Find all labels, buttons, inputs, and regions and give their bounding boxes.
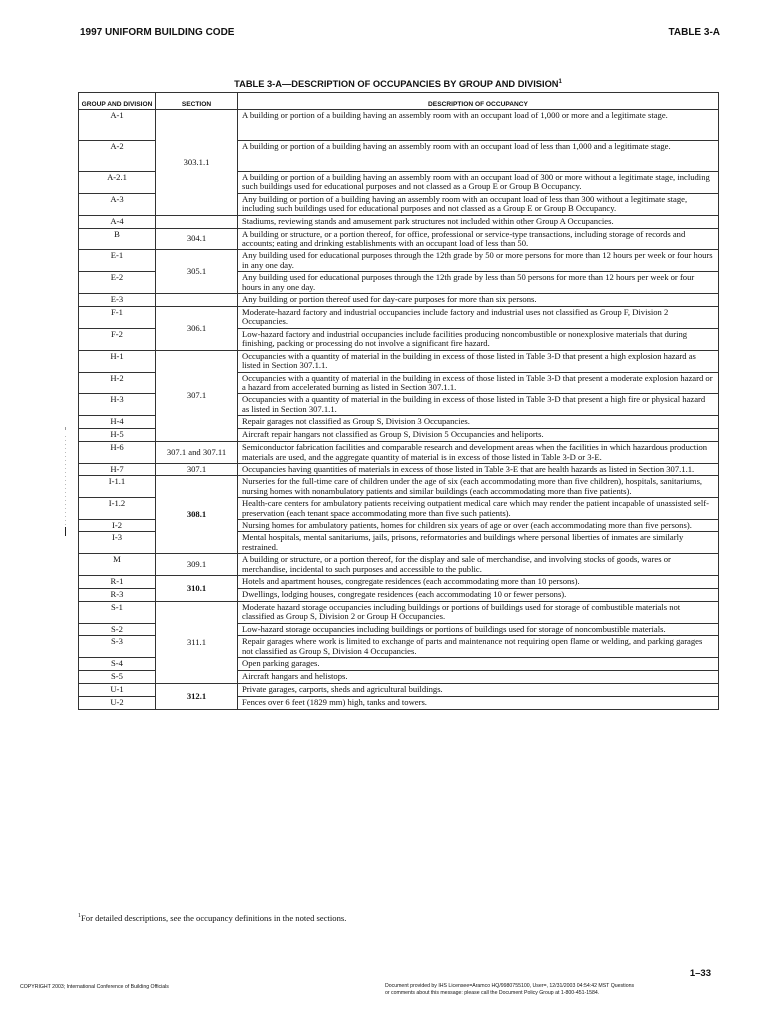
group-cell: H-5 — [79, 429, 156, 442]
description-cell: Hotels and apartment houses, congregate residences (each accommodating more than 10 persons). — [238, 576, 719, 589]
group-cell: M — [79, 554, 156, 576]
description-cell: Aircraft hangars and helistops. — [238, 671, 719, 684]
running-header-table-ref: TABLE 3-A — [668, 27, 720, 38]
group-cell: I-1.2 — [79, 498, 156, 520]
section-cell: 309.1 — [156, 554, 238, 576]
table-title-text: TABLE 3-A—DESCRIPTION OF OCCUPANCIES BY GROUP AND DIVISION — [234, 79, 559, 90]
table-row — [79, 307, 719, 329]
table-footnote — [78, 913, 346, 923]
section-cell: 304.1 — [156, 228, 238, 250]
description-cell: A building or portion of a building having an assembly room with an occupant load of less than 1,000 and a legitimate stage. — [238, 141, 719, 172]
table-header-row — [79, 93, 719, 110]
group-cell: A-3 — [79, 193, 156, 215]
copyright-notice: COPYRIGHT 2003; International Conference of Building Officials — [20, 984, 169, 990]
description-cell: A building or portion of a building having an assembly room with an occupant load of 1,000 or more and a legitimate stage. — [238, 110, 719, 141]
margin-change-mark — [65, 436, 66, 536]
page-number: 1–33 — [689, 968, 711, 979]
section-cell: 310.1 — [156, 576, 238, 602]
description-cell: Any building used for educational purposes through the 12th grade by less than 50 persons for more than 12 hours per week or four hours in any one day. — [238, 272, 719, 294]
description-cell: Semiconductor fabrication facilities and comparable research and development areas when the facilities in which hazardous production materials are used, and the aggregate quantity of material is in excess of those listed in Table 3-D or 3-E. — [238, 442, 719, 464]
section-cell: 312.1 — [156, 684, 238, 710]
group-cell: F-2 — [79, 328, 156, 350]
document-license-info: Document provided by IHS Licensee=Aramco HQ/9980755100, User=, 12/31/2003 04:54:42 MST Questions or comments about this message: please call the Document Policy Group at 1-800-451-1584. — [385, 983, 635, 996]
description-cell: A building or portion of a building having an assembly room with an occupant load of 300 or more without a legitimate stage, including such buildings used for educational purposes and not classed as a Group E or Group B Occupancy. — [238, 172, 719, 194]
group-cell: S-2 — [79, 623, 156, 635]
description-cell: A building or structure, or a portion thereof, for the display and sale of merchandise, and involving stocks of goods, wares or merchandise, incidental to such purposes and accessible to the public. — [238, 554, 719, 576]
group-cell: A-4 — [79, 215, 156, 228]
section-cell: 303.1.1 — [156, 110, 238, 216]
description-cell: Nurseries for the full-time care of children under the age of six (each accommodating more than five children), hospitals, sanitariums, nursing homes with nonambulatory patients and similar buildings (each accommodating more than five patients). — [238, 476, 719, 498]
description-cell: Mental hospitals, mental sanitariums, jails, prisons, reformatories and buildings where personal liberties of inmates are similarly restrained. — [238, 532, 719, 554]
section-cell: 311.1 — [156, 602, 238, 684]
description-cell: Low-hazard storage occupancies including buildings or portions of buildings used for storage of noncombustible materials. — [238, 623, 719, 635]
description-cell: Low-hazard factory and industrial occupancies include facilities producing noncombustible or nonexplosive materials that during finishing, packing or processing do not involve a significant fire hazard. — [238, 328, 719, 350]
table-row — [79, 215, 719, 228]
description-cell: Dwellings, lodging houses, congregate residences (each accommodating 10 or fewer persons). — [238, 589, 719, 602]
description-cell: Repair garages where work is limited to exchange of parts and maintenance not requiring open flame or welding, and parking garages not classified as Group S, Division 4 Occupancies. — [238, 636, 719, 658]
description-cell: Occupancies with a quantity of material in the building in excess of those listed in Table 3-D that present a high explosion hazard as listed in Section 307.1.1. — [238, 350, 719, 372]
group-cell: H-3 — [79, 394, 156, 416]
group-cell: U-2 — [79, 697, 156, 710]
table-row — [79, 554, 719, 576]
description-cell: Occupancies with a quantity of material in the building in excess of those listed in Table 3-D that present a high fire or physical hazard as listed in Section 307.1.1. — [238, 394, 719, 416]
group-cell: A-2 — [79, 141, 156, 172]
section-cell: 306.1 — [156, 307, 238, 351]
section-cell: 307.1 — [156, 463, 238, 475]
group-cell: H-1 — [79, 350, 156, 372]
group-cell: E-3 — [79, 294, 156, 307]
table-row — [79, 294, 719, 307]
group-cell: I-3 — [79, 532, 156, 554]
group-cell: E-1 — [79, 250, 156, 272]
group-cell: S-4 — [79, 658, 156, 671]
description-cell: Nursing homes for ambulatory patients, homes for children six years of age or over (each accommodating more than five persons). — [238, 519, 719, 531]
group-cell: S-3 — [79, 636, 156, 658]
group-cell: H-7 — [79, 463, 156, 475]
table-row — [79, 228, 719, 250]
table-row — [79, 442, 719, 464]
section-cell: 305.1 — [156, 250, 238, 294]
occupancy-table — [78, 92, 719, 710]
description-cell: Occupancies with a quantity of material in the building in excess of those listed in Table 3-D that present a moderate explosion hazard or a hazard from accelerated burning as listed in Section 307.1.1. — [238, 372, 719, 394]
description-cell: Open parking garages. — [238, 658, 719, 671]
group-cell: H-6 — [79, 442, 156, 464]
group-cell: E-2 — [79, 272, 156, 294]
table-row — [79, 576, 719, 589]
header-section: SECTION — [156, 93, 238, 110]
section-cell — [156, 294, 238, 307]
table-row — [79, 602, 719, 624]
table-row — [79, 463, 719, 475]
description-cell: A building or structure, or a portion thereof, for office, professional or service-type transactions, including storage of records and accounts; eating and drinking establishments with an occupant load of less than 50. — [238, 228, 719, 250]
description-cell: Aircraft repair hangars not classified as Group S, Division 5 Occupancies and heliports. — [238, 429, 719, 442]
group-cell: R-3 — [79, 589, 156, 602]
section-cell: 307.1 and 307.11 — [156, 442, 238, 464]
table-title — [78, 79, 718, 89]
group-cell: A-2.1 — [79, 172, 156, 194]
description-cell: Moderate hazard storage occupancies including buildings or portions of buildings used for storage of combustible materials not classified as Group S, Division 2 or Group H Occupancies. — [238, 602, 719, 624]
group-cell: H-4 — [79, 416, 156, 429]
group-cell: S-1 — [79, 602, 156, 624]
footnote-mark: 1 — [78, 913, 81, 920]
group-cell: F-1 — [79, 307, 156, 329]
group-cell: A-1 — [79, 110, 156, 141]
table-row — [79, 250, 719, 272]
margin-change-bar — [65, 527, 66, 536]
table-title-footnote-mark: 1 — [558, 79, 562, 85]
group-cell: S-5 — [79, 671, 156, 684]
running-header-title: 1997 UNIFORM BUILDING CODE — [80, 27, 235, 38]
description-cell: Any building used for educational purposes through the 12th grade by 50 or more persons for more than 12 hours per week or four hours in any one day. — [238, 250, 719, 272]
description-cell: Stadiums, reviewing stands and amusement park structures not included within other Group A Occupancies. — [238, 215, 719, 228]
section-cell: 307.1 — [156, 350, 238, 441]
header-description: DESCRIPTION OF OCCUPANCY — [238, 93, 719, 110]
table-row — [79, 684, 719, 697]
header-group: GROUP AND DIVISION — [79, 93, 156, 110]
section-cell — [156, 215, 238, 228]
description-cell: Health-care centers for ambulatory patients receiving outpatient medical care which may render the patient incapable of unassisted self-preservation (each tenant space accommodating more than five such patients). — [238, 498, 719, 520]
description-cell: Any building or portion thereof used for day-care purposes for more than six persons. — [238, 294, 719, 307]
group-cell: U-1 — [79, 684, 156, 697]
description-cell: Private garages, carports, sheds and agricultural buildings. — [238, 684, 719, 697]
group-cell: I-2 — [79, 519, 156, 531]
section-cell: 308.1 — [156, 476, 238, 554]
group-cell: B — [79, 228, 156, 250]
margin-change-mark — [65, 427, 66, 430]
description-cell: Occupancies having quantities of materials in excess of those listed in Table 3-E that are health hazards as listed in Section 307.1.1. — [238, 463, 719, 475]
table-row — [79, 110, 719, 141]
table-row — [79, 350, 719, 372]
group-cell: H-2 — [79, 372, 156, 394]
footnote-text: For detailed descriptions, see the occupancy definitions in the noted sections. — [81, 913, 347, 923]
description-cell: Moderate-hazard factory and industrial occupancies include factory and industrial uses not classified as Group F, Division 2 Occupancies. — [238, 307, 719, 329]
table-row — [79, 476, 719, 498]
group-cell: R-1 — [79, 576, 156, 589]
description-cell: Fences over 6 feet (1829 mm) high, tanks and towers. — [238, 697, 719, 710]
description-cell: Any building or portion of a building having an assembly room with an occupant load of less than 300 without a legitimate stage, including such buildings used for educational purposes and not classed as a Group E or Group B Occupancy. — [238, 193, 719, 215]
description-cell: Repair garages not classified as Group S, Division 3 Occupancies. — [238, 416, 719, 429]
group-cell: I-1.1 — [79, 476, 156, 498]
